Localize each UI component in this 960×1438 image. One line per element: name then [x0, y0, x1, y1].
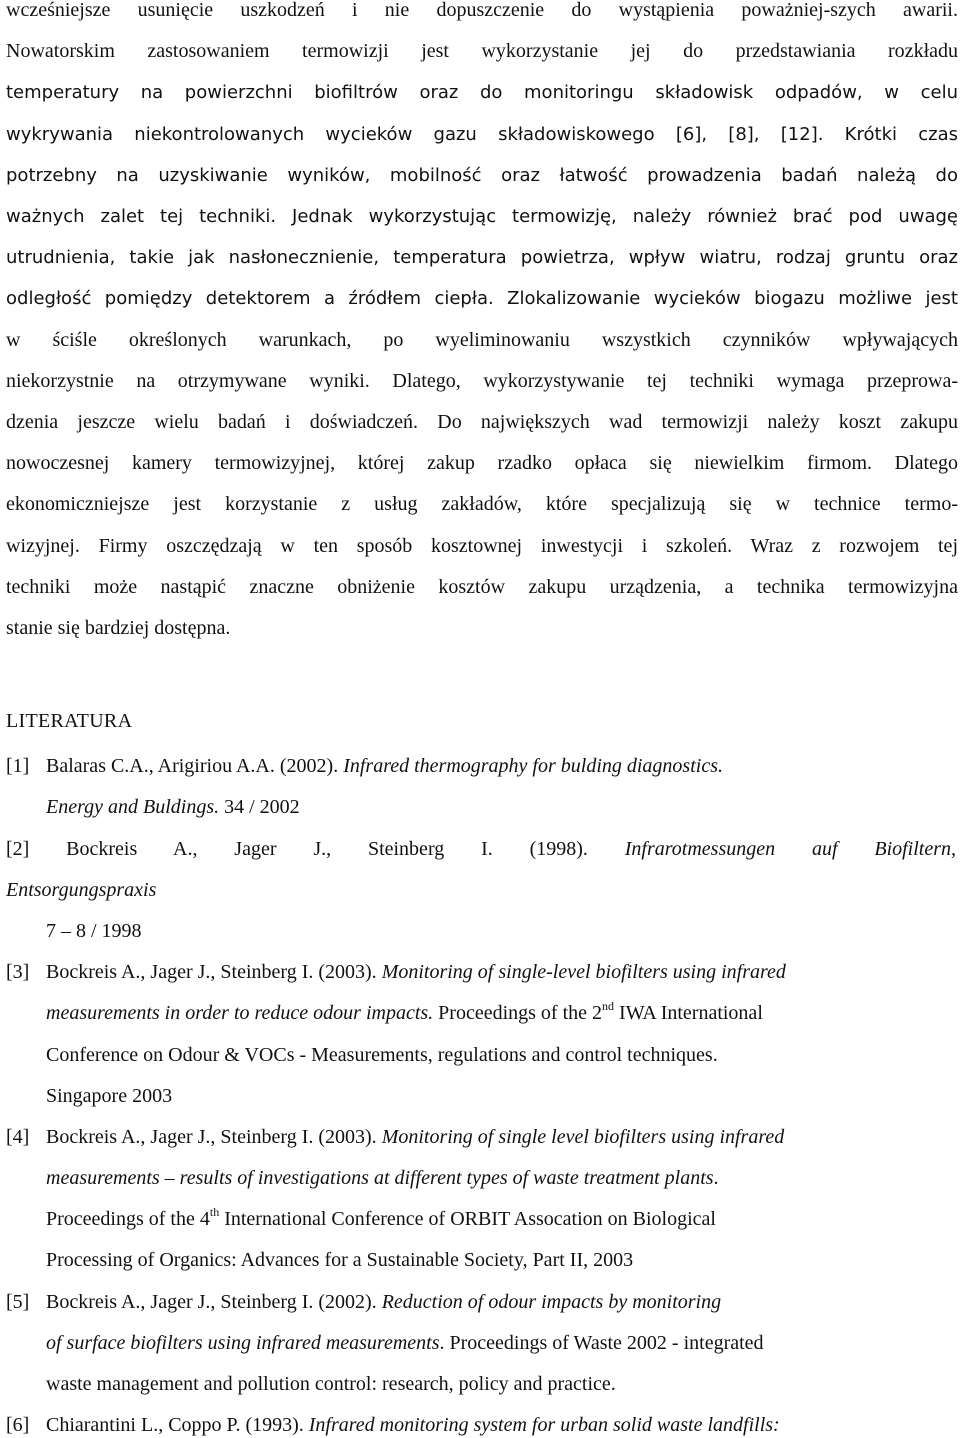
reference-5-line-2: [46, 1331, 764, 1355]
reference-4-line-4: [46, 1248, 633, 1272]
paragraph-line: ważnych zalet tej techniki. Jednak wykorzystując termowizję, należy również brać pod uwagę: [6, 206, 958, 228]
reference-place-year: Singapore 2003: [46, 1085, 173, 1107]
reference-4: [6, 1125, 784, 1149]
reference-journal: Energy and Buldings.: [46, 796, 220, 818]
reference-title: Monitoring of single-level biofilters using infrared: [381, 961, 786, 983]
reference-proceedings-cont: International Conference of ORBIT Assocation on Biological: [219, 1208, 716, 1230]
literature-heading: LITERATURA: [6, 710, 133, 732]
paragraph-line: ekonomiczniejsze jest korzystanie z usług zakładów, które specjalizują się w technice termo-: [6, 493, 958, 516]
reference-conference: Processing of Organics: Advances for a Sustainable Society, Part II, 2003: [46, 1249, 634, 1271]
reference-3-line-3: [46, 1043, 718, 1067]
paragraph-line: odległość pomiędzy detektorem a źródłem ciepła. Zlokalizowanie wycieków biogazu możliwe jest: [6, 288, 958, 310]
reference-title-cont: of surface biofilters using infrared measurements: [46, 1332, 440, 1354]
reference-number: [5]: [6, 1291, 30, 1313]
reference-4-line-3: [46, 1207, 716, 1231]
reference-proceedings-cont: waste management and pollution control: research, policy and practice.: [46, 1373, 616, 1395]
paragraph-line: nowoczesnej kamery termowizyjnej, której zakup rzadko opłaca się niewielkim firmom. Dlatego: [6, 452, 958, 475]
reference-authors: Bockreis A., Jager J., Steinberg I. (2002).: [46, 1291, 382, 1313]
reference-number: [6]: [6, 1414, 30, 1436]
reference-proceedings: Proceedings of the 4: [46, 1208, 210, 1230]
reference-5: [6, 1290, 721, 1314]
reference-2-line-3: [46, 919, 142, 943]
reference-issue: 34 / 2002: [219, 796, 300, 818]
reference-journal: Entsorgungspraxis: [6, 879, 157, 901]
reference-6: [6, 1413, 780, 1437]
reference-number: [1]: [6, 755, 30, 777]
reference-5-line-3: [46, 1372, 616, 1396]
paragraph-line: wcześniejsze usunięcie uszkodzeń i nie dopuszczenie do wystąpienia poważniej-szych awarii.: [6, 0, 958, 21]
paragraph-line: utrudnienia, takie jak nasłonecznienie, temperatura powietrza, wpływ wiatru, rodzaj gruntu oraz: [6, 247, 958, 269]
paragraph-line: dzenia jeszcze wielu badań i doświadczeń. Do największych wad termowizji należy koszt zakupu: [6, 411, 958, 434]
paragraph-line: temperatury na powierzchni biofiltrów oraz do monitoringu składowisk odpadów, w celu: [6, 82, 958, 104]
paragraph-line: Nowatorskim zastosowaniem termowizji jest wykorzystanie jej do przedstawiania rozkładu: [6, 40, 958, 63]
paragraph-line: w ściśle określonych warunkach, po wyeliminowaniu wszystkich czynników wpływających: [6, 328, 958, 351]
reference-title: Reduction of odour impacts by monitoring: [381, 1291, 722, 1313]
paragraph-line: potrzebny na uzyskiwanie wyników, mobilność oraz łatwość prowadzenia badań należą do: [6, 164, 958, 186]
ordinal-suffix: nd: [602, 999, 615, 1013]
reference-number: [2]: [6, 838, 30, 860]
reference-authors: Bockreis A., Jager J., Steinberg I. (1998).: [66, 838, 588, 860]
reference-title-cont: measurements – results of investigations at different types of waste treatment plants: [46, 1167, 714, 1189]
reference-3-line-2: [46, 1001, 763, 1025]
reference-title: Infrared thermography for bulding diagnostics.: [343, 755, 723, 777]
reference-period: .: [713, 1167, 719, 1189]
reference-authors: Balaras C.A., Arigiriou A.A. (2002).: [46, 755, 344, 777]
reference-title: Infrared monitoring system for urban solid waste landfills:: [308, 1414, 780, 1436]
reference-proceedings: Proceedings of the 2: [433, 1002, 603, 1024]
reference-conference: Conference on Odour & VOCs - Measurements, regulations and control techniques.: [46, 1044, 718, 1066]
paragraph-line: stanie się bardziej dostępna.: [6, 617, 231, 640]
reference-title-cont: measurements in order to reduce odour impacts.: [46, 1002, 434, 1024]
reference-title: Monitoring of single level biofilters using infrared: [381, 1126, 785, 1148]
paragraph-line: techniki może nastąpić znaczne obniżenie kosztów zakupu urządzenia, a technika termowizyjna: [6, 575, 958, 598]
reference-title: Infrarotmessungen auf Biofiltern,: [624, 838, 957, 860]
reference-number: [4]: [6, 1126, 30, 1148]
reference-2-line-2: [6, 878, 156, 902]
reference-1: [6, 754, 723, 778]
reference-1-line-2: [46, 795, 300, 819]
reference-4-line-2: [46, 1166, 719, 1190]
paragraph-line: niekorzystnie na otrzymywane wyniki. Dlatego, wykorzystywanie tej techniki wymaga przeprowa-: [6, 369, 958, 392]
body-paragraph: [6, 0, 958, 649]
reference-proceedings-cont: IWA International: [614, 1002, 763, 1024]
reference-proceedings: . Proceedings of Waste 2002 - integrated: [439, 1332, 764, 1354]
reference-3: [6, 960, 786, 984]
reference-authors: Bockreis A., Jager J., Steinberg I. (2003).: [46, 961, 382, 983]
reference-number: [3]: [6, 961, 30, 983]
reference-issue: 7 – 8 / 1998: [46, 920, 142, 942]
reference-authors: Bockreis A., Jager J., Steinberg I. (2003).: [46, 1126, 382, 1148]
reference-3-line-4: [46, 1084, 172, 1108]
paragraph-line: wizyjnej. Firmy oszczędzają w ten sposób kosztownej inwestycji i szkoleń. Wraz z rozwojem tej: [6, 534, 958, 557]
reference-2: [6, 837, 956, 861]
ordinal-suffix: th: [209, 1205, 220, 1219]
reference-authors: Chiarantini L., Coppo P. (1993).: [46, 1414, 309, 1436]
paragraph-line: wykrywania niekontrolowanych wycieków gazu składowiskowego [6], [8], [12]. Krótki czas: [6, 123, 958, 145]
